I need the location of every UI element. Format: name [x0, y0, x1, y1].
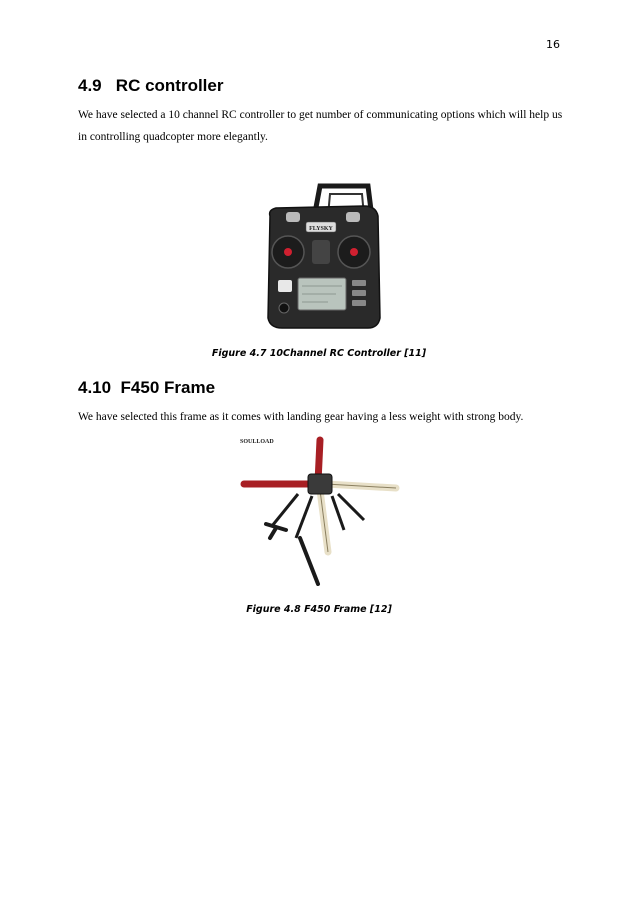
landing-gear-left	[272, 494, 298, 526]
left-stick	[284, 248, 292, 256]
f450-frame-paragraph: We have selected this frame as it comes with landing gear having a less weight with strong body.	[78, 411, 524, 423]
image-watermark: SOULLOAD	[240, 439, 274, 445]
figure-caption-rc-controller: Figure 4.7 10Channel RC Controller [11]	[211, 348, 427, 359]
frame-center-plate	[308, 474, 332, 494]
figure-caption-f450-frame: Figure 4.8 F450 Frame [12]	[246, 604, 392, 615]
rc-controller-illustration	[258, 180, 384, 332]
f450-frame-illustration	[236, 434, 406, 586]
rc-controller-figure	[258, 180, 384, 332]
right-stick	[350, 248, 358, 256]
landing-gear-right	[332, 496, 344, 530]
page-number: 16	[546, 38, 560, 51]
rc-controller-paragraph: We have selected a 10 channel RC controller to get number of communicating options which will help us in controlling quadcopter more elegantly.	[78, 109, 563, 143]
f450-frame-figure	[236, 434, 406, 586]
landing-skid-front	[300, 538, 318, 584]
section-heading-f450-frame: 4.10 F450 Frame	[78, 378, 216, 397]
controller-brand-label: FLYSKY	[309, 226, 333, 232]
section-heading-rc-controller: 4.9 RC controller	[78, 76, 224, 95]
